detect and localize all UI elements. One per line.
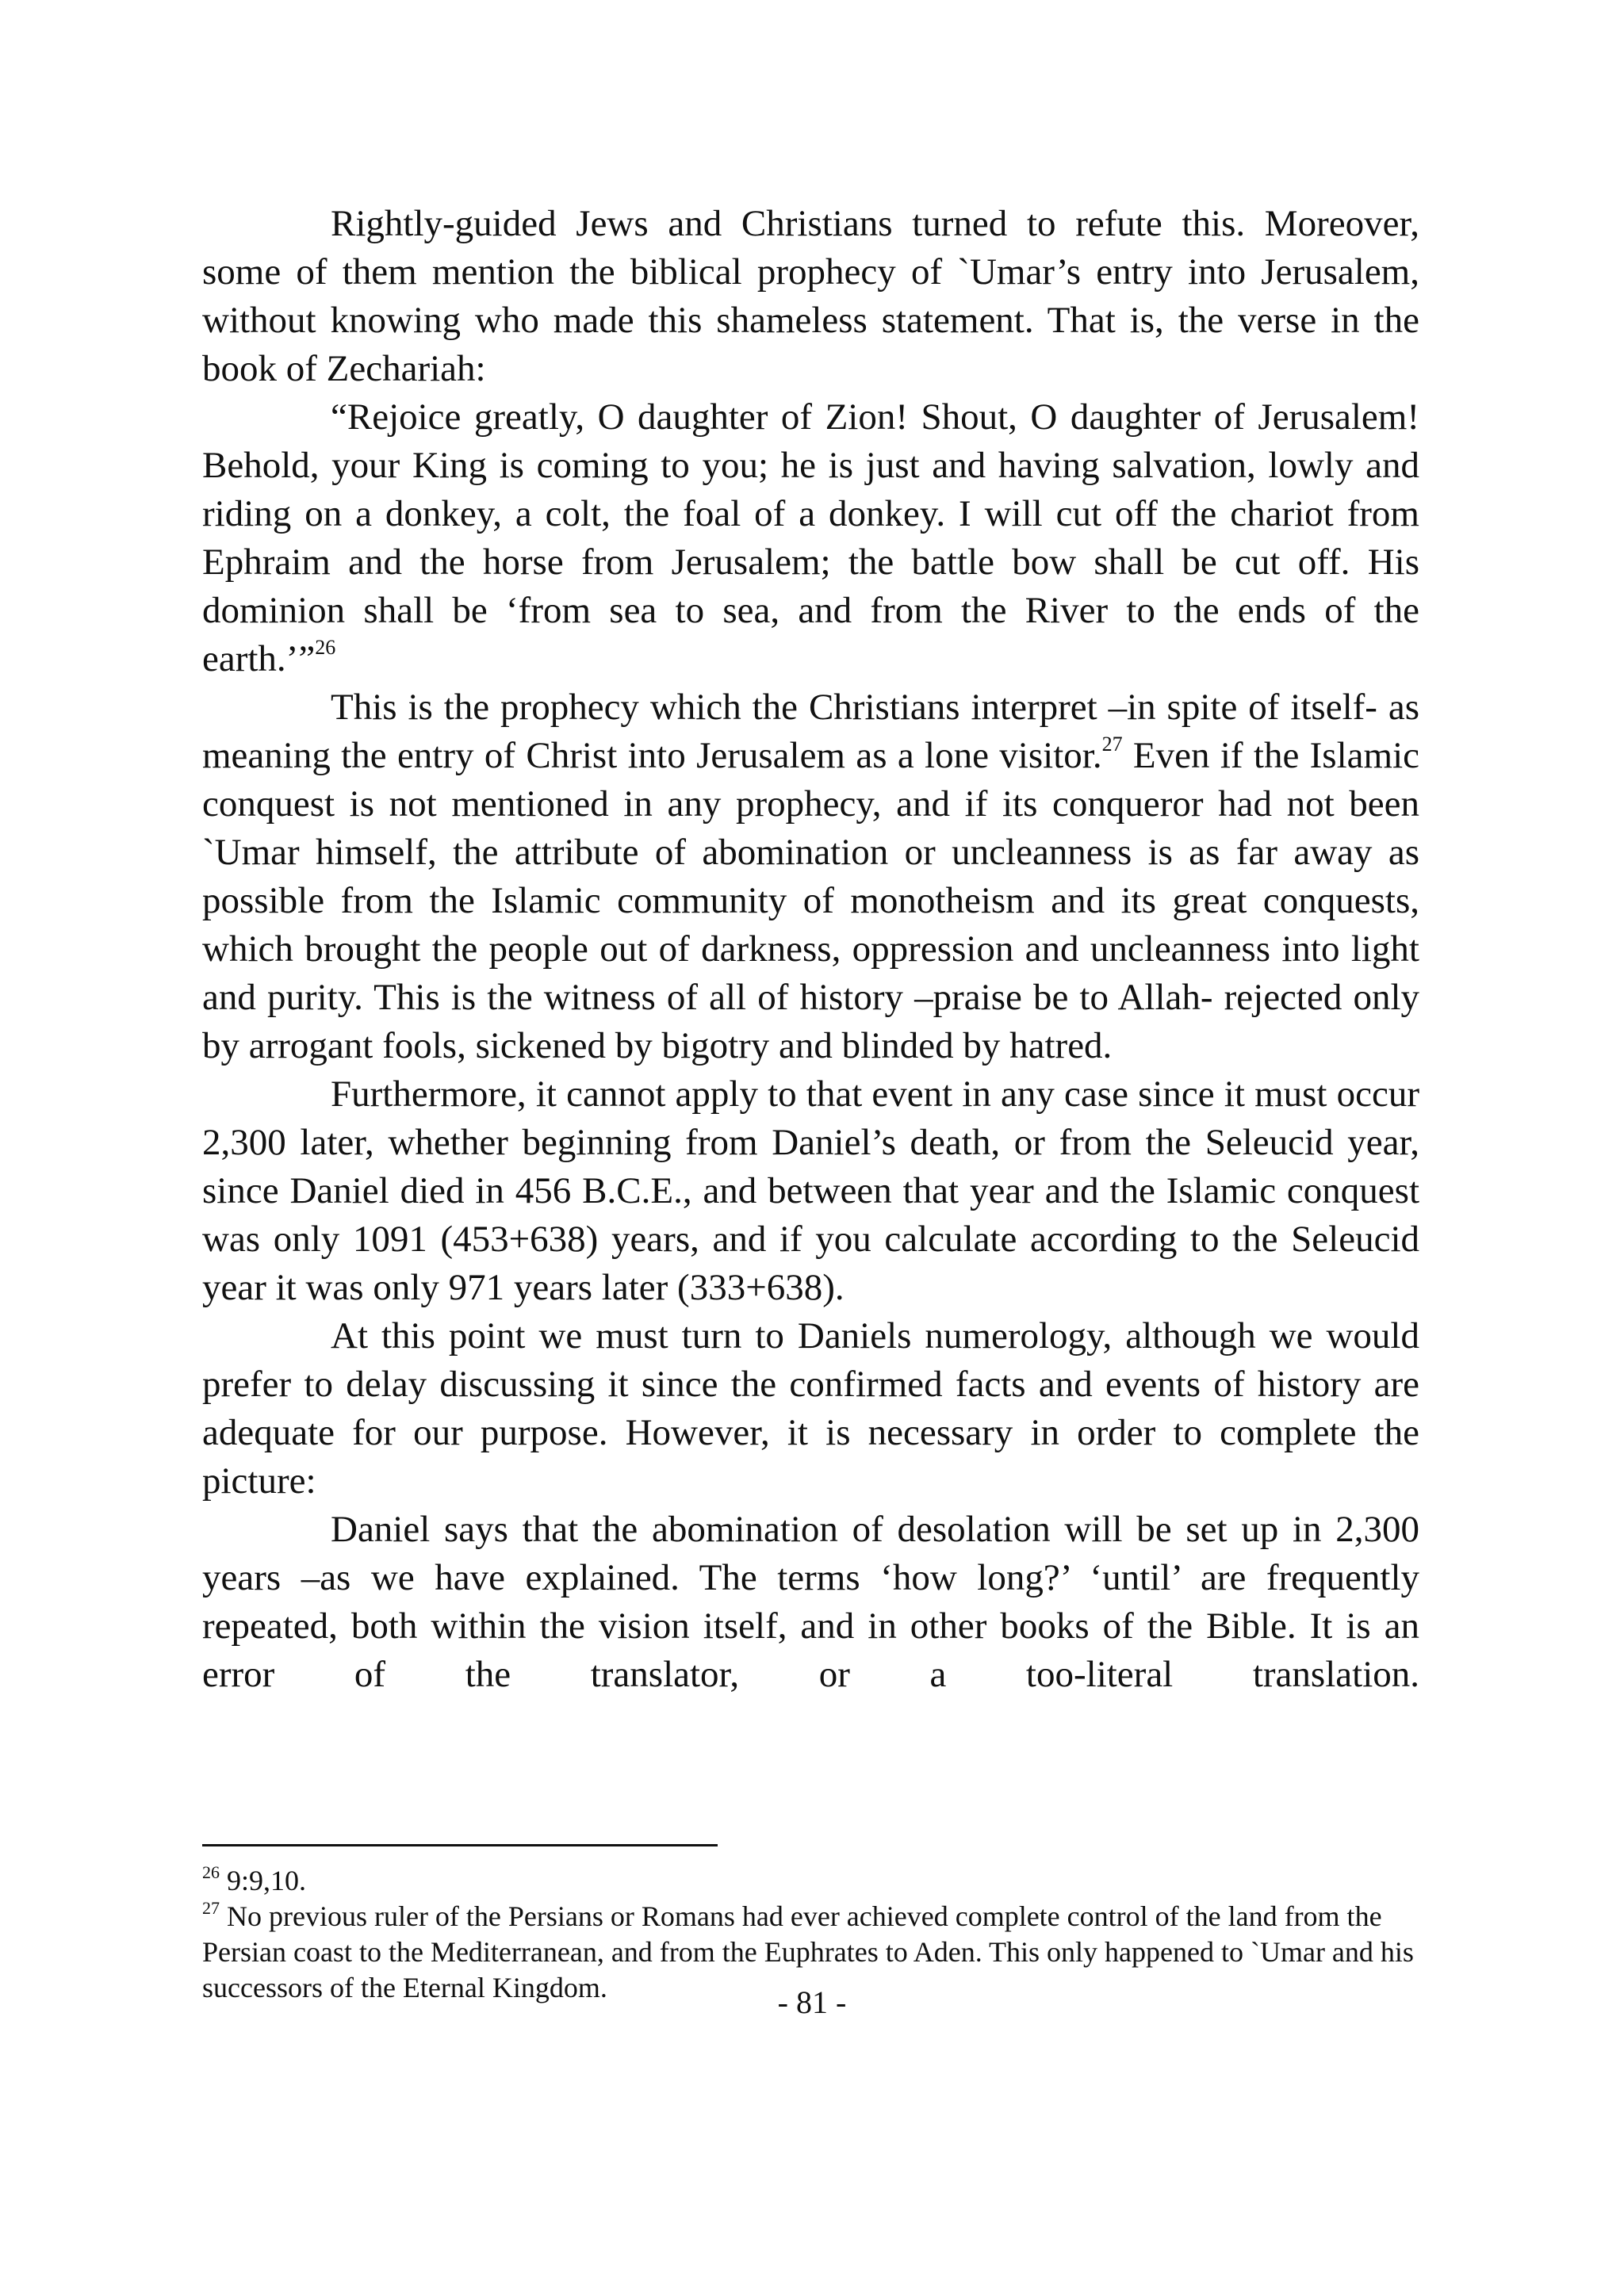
paragraph-3 — [202, 683, 1419, 1070]
paragraph-6 — [202, 1506, 1419, 1699]
paragraph-1 — [202, 200, 1419, 393]
footnote-27-text: No previous ruler of the Persians or Romans had ever achieved complete control of the land from the Persian coast to the Mediterranean, and from the Euphrates to Aden. This only happened to `Umar and his successors of the Eternal Kingdom. — [202, 1900, 1414, 2003]
paragraph-2 — [202, 393, 1419, 683]
paragraph-2-text: “Rejoice greatly, O daughter of Zion! Shout, O daughter of Jerusalem! Behold, your King is coming to you; he is just and having salvation, lowly and riding on a donkey, a colt, the foal of a donkey. I will cut off the chariot from Ephraim and the horse from Jerusalem; the battle bow shall be cut off. His dominion shall be ‘from sea to sea, and from the River to the ends of the earth.’” — [202, 396, 1419, 679]
paragraph-5 — [202, 1312, 1419, 1506]
paragraph-3-text: This is the prophecy which the Christians interpret –in spite of itself- as meaning the entry of Christ into Jerusalem as a lone visitor. — [202, 687, 1419, 776]
paragraph-4 — [202, 1070, 1419, 1312]
paragraph-5-text: At this point we must turn to Daniels numerology, although we would prefer to delay discussing it since the confirmed facts and events of history are adequate for our purpose. However, it is necessary in order to complete the picture: — [202, 1315, 1419, 1502]
page-number: - 81 - — [777, 1984, 847, 2020]
paragraph-4-text: Furthermore, it cannot apply to that event in any case since it must occur 2,300 later, whether beginning from Daniel’s death, or from the Seleucid year, since Daniel died in 456 B.C.E., and between that year and the Islamic conquest was only 1091 (453+638) years, and if you calculate according to the Seleucid year it was only 971 years later (333+638). — [202, 1073, 1419, 1308]
footnote-27-mark: 27 — [202, 1898, 220, 1918]
footnote-26-mark: 26 — [202, 1862, 220, 1882]
footnote-26-text: 9:9,10. — [227, 1865, 307, 1896]
paragraph-6-text: Daniel says that the abomination of desolation will be set up in 2,300 years –as we have explained. The terms ‘how long?’ ‘until’ are frequently repeated, both within the vision itself, and in other books of the Bible. It is an error of the translator, or a too-literal translation. — [202, 1509, 1419, 1695]
paragraph-1-text: Rightly-guided Jews and Christians turned to refute this. Moreover, some of them mention the biblical prophecy of `Umar’s entry into Jerusalem, without knowing who made this shameless statement. That is, the verse in the book of Zechariah: — [202, 203, 1419, 389]
main-text — [202, 200, 1419, 1699]
footnote-separator — [202, 1844, 718, 1846]
footnote-ref-27[interactable]: 27 — [1101, 733, 1123, 756]
footnote-26 — [202, 1863, 1423, 1899]
paragraph-3-continuation: Even if the Islamic conquest is not mentioned in any prophecy, and if its conqueror had not been `Umar himself, the attribute of abomination or uncleanness is as far away as possible from the Islamic community of monotheism and its great conquests, which brought the people out of darkness, oppression and uncleanness into light and purity. This is the witness of all of history –praise be to Allah- rejected only by arrogant fools, sickened by bigotry and blinded by hatred. — [202, 735, 1419, 1066]
footnote-ref-26[interactable]: 26 — [315, 636, 336, 660]
